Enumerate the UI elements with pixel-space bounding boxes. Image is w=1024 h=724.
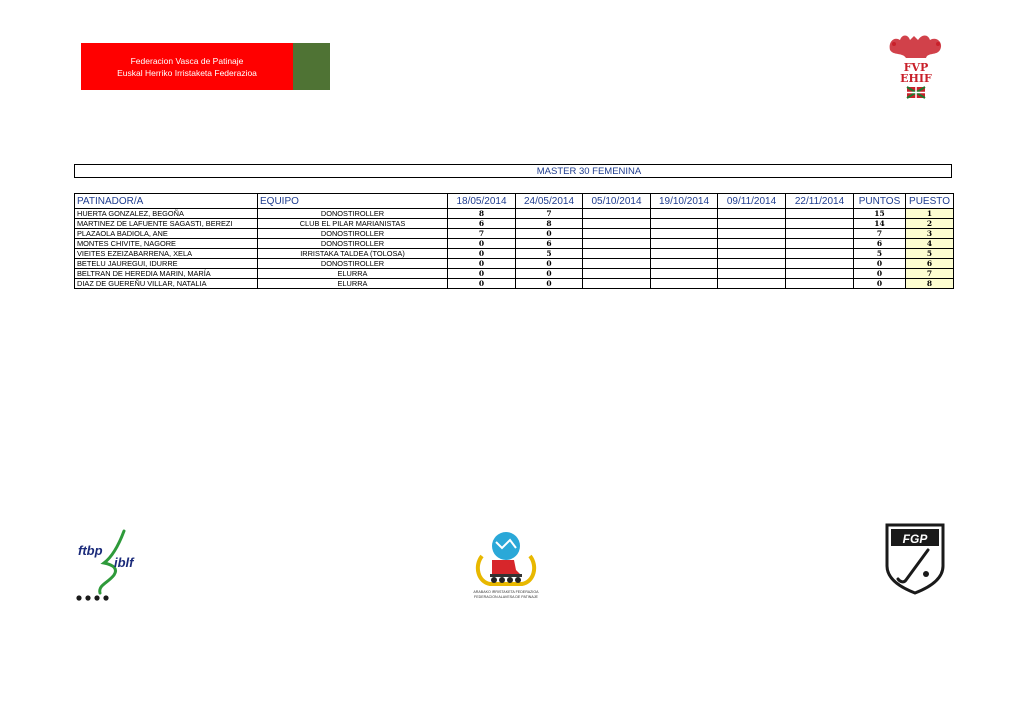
cell-points: 5 xyxy=(854,249,906,259)
cell-score xyxy=(786,259,854,269)
cell-score xyxy=(718,259,786,269)
cell-score xyxy=(651,209,718,219)
cell-points: 0 xyxy=(854,269,906,279)
table-row xyxy=(75,259,954,269)
cell-rank: 8 xyxy=(906,279,954,289)
cell-skater: VIEITES EZEIZABARRENA, XELA xyxy=(75,249,258,259)
cell-score: 0 xyxy=(448,239,516,249)
cell-team: DONOSTIROLLER xyxy=(258,259,448,269)
cell-score xyxy=(651,279,718,289)
cell-score: 0 xyxy=(448,249,516,259)
fgp-text: FGP xyxy=(902,532,928,546)
cell-skater: MARTINEZ DE LAFUENTE SAGASTI, BEREZI xyxy=(75,219,258,229)
cell-team: IRRISTAKA TALDEA (TOLOSA) xyxy=(258,249,448,259)
cell-score: 0 xyxy=(516,269,583,279)
cell-score xyxy=(786,239,854,249)
cell-score xyxy=(786,269,854,279)
cell-team: DONOSTIROLLER xyxy=(258,239,448,249)
fvp-text: FVP xyxy=(903,61,929,74)
cell-score xyxy=(786,249,854,259)
cell-score xyxy=(718,239,786,249)
cell-rank: 7 xyxy=(906,269,954,279)
column-header-team: EQUIPO xyxy=(258,194,448,209)
federation-name-eu: Euskal Herriko Irristaketa Federazioa xyxy=(117,67,257,78)
alava-federation-logo xyxy=(468,530,544,602)
cell-score xyxy=(786,219,854,229)
cell-score xyxy=(718,269,786,279)
results-table xyxy=(74,193,954,289)
table-row xyxy=(75,269,954,279)
cell-score xyxy=(718,219,786,229)
cell-skater: HUERTA GONZALEZ, BEGOÑA xyxy=(75,209,258,219)
federation-name-es: Federacion Vasca de Patinaje xyxy=(130,55,244,66)
cell-score xyxy=(583,209,651,219)
cell-score xyxy=(718,279,786,289)
cell-points: 0 xyxy=(854,279,906,289)
table-header-row xyxy=(75,194,954,209)
cell-score: 5 xyxy=(516,249,583,259)
ehif-text: EHIF xyxy=(900,72,932,85)
column-header-skater: PATINADOR/A xyxy=(75,194,258,209)
iblf-text: iblf xyxy=(114,555,134,570)
table-row xyxy=(75,239,954,249)
column-header-date: 18/05/2014 xyxy=(448,194,516,209)
cell-score xyxy=(651,259,718,269)
cell-rank: 1 xyxy=(906,209,954,219)
cell-team: DONOSTIROLLER xyxy=(258,229,448,239)
cell-team: ELURRA xyxy=(258,269,448,279)
cell-score: 0 xyxy=(516,259,583,269)
cell-score: 7 xyxy=(516,209,583,219)
cell-points: 14 xyxy=(854,219,906,229)
cell-score: 7 xyxy=(448,229,516,239)
cell-score: 8 xyxy=(516,219,583,229)
cell-skater: PLAZAOLA BADIOLA, ANE xyxy=(75,229,258,239)
cell-team: CLUB EL PILAR MARIANISTAS xyxy=(258,219,448,229)
cell-score xyxy=(786,229,854,239)
ftbp-iblf-logo xyxy=(74,527,154,602)
cell-score xyxy=(583,259,651,269)
fvp-ehif-logo xyxy=(880,30,952,100)
cell-score xyxy=(583,219,651,229)
cell-skater: MONTES CHIVITE, NAGORE xyxy=(75,239,258,249)
ikurrina-flag-icon xyxy=(907,87,925,98)
cell-score xyxy=(583,239,651,249)
fgp-shield-logo xyxy=(884,522,946,595)
header-green-block xyxy=(293,43,330,90)
column-header-rank: PUESTO xyxy=(906,194,954,209)
cell-score: 0 xyxy=(448,259,516,269)
cell-skater: BETELU JAUREGUI, IDURRE xyxy=(75,259,258,269)
cell-score: 0 xyxy=(448,279,516,289)
cell-points: 0 xyxy=(854,259,906,269)
cell-points: 15 xyxy=(854,209,906,219)
cell-score: 6 xyxy=(448,219,516,229)
category-title-bar xyxy=(74,164,952,178)
cell-score xyxy=(718,209,786,219)
cell-score xyxy=(786,279,854,289)
cell-score xyxy=(651,229,718,239)
category-title: MASTER 30 FEMENINA xyxy=(536,165,642,177)
table-row xyxy=(75,249,954,259)
cell-score: 0 xyxy=(516,229,583,239)
column-header-points: PUNTOS xyxy=(854,194,906,209)
cell-rank: 2 xyxy=(906,219,954,229)
cell-rank: 4 xyxy=(906,239,954,249)
cell-score xyxy=(583,269,651,279)
cell-score xyxy=(651,249,718,259)
column-header-date: 09/11/2014 xyxy=(718,194,786,209)
column-header-date: 19/10/2014 xyxy=(651,194,718,209)
cell-score xyxy=(651,239,718,249)
cell-score xyxy=(651,219,718,229)
cell-score: 0 xyxy=(448,269,516,279)
ftbp-text: ftbp xyxy=(78,543,103,558)
cell-points: 6 xyxy=(854,239,906,249)
cell-rank: 5 xyxy=(906,249,954,259)
cell-rank: 3 xyxy=(906,229,954,239)
cell-score: 8 xyxy=(448,209,516,219)
alava-line2: FEDERACION ALAVESA DE PATINAJE xyxy=(474,595,538,599)
cell-team: ELURRA xyxy=(258,279,448,289)
cell-skater: DIAZ DE GUEREÑU VILLAR, NATALIA xyxy=(75,279,258,289)
cell-score xyxy=(583,229,651,239)
cell-score xyxy=(583,279,651,289)
column-header-date: 24/05/2014 xyxy=(516,194,583,209)
cell-score: 0 xyxy=(516,279,583,289)
roller-skate-icon xyxy=(490,560,522,583)
cell-score xyxy=(718,229,786,239)
column-header-date: 05/10/2014 xyxy=(583,194,651,209)
cell-score: 6 xyxy=(516,239,583,249)
alava-line1: ARABAKO IRRISTAKETA FEDERAZIOA xyxy=(473,590,539,594)
table-row xyxy=(75,229,954,239)
cell-score xyxy=(718,249,786,259)
federation-name-block xyxy=(81,43,293,90)
cell-score xyxy=(583,249,651,259)
results-body xyxy=(75,209,954,289)
cell-skater: BELTRAN DE HEREDIA MARIN, MARÍA xyxy=(75,269,258,279)
table-row xyxy=(75,219,954,229)
cell-rank: 6 xyxy=(906,259,954,269)
federation-header xyxy=(81,43,330,90)
cell-score xyxy=(786,209,854,219)
table-row xyxy=(75,209,954,219)
cell-points: 7 xyxy=(854,229,906,239)
table-row xyxy=(75,279,954,289)
column-header-date: 22/11/2014 xyxy=(786,194,854,209)
cell-score xyxy=(651,269,718,279)
cell-team: DONOSTIROLLER xyxy=(258,209,448,219)
